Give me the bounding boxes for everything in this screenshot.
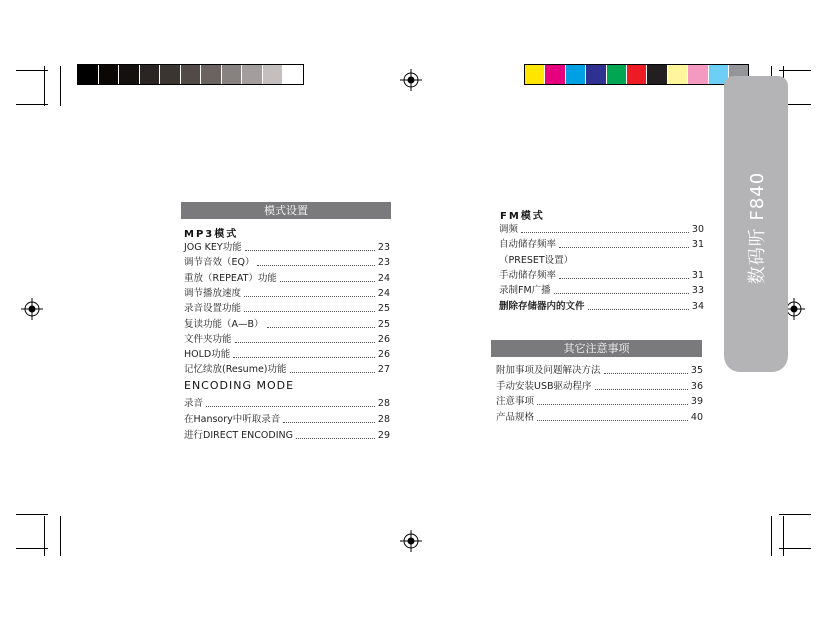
- dot-leader: [559, 247, 689, 248]
- toc-entry[interactable]: [499, 269, 704, 282]
- color-swatch: [688, 65, 707, 84]
- toc-entry[interactable]: [496, 395, 703, 408]
- dot-leader: [257, 265, 374, 266]
- color-swatch: [181, 65, 201, 84]
- dot-leader: [206, 406, 375, 407]
- toc-entry[interactable]: [184, 413, 390, 426]
- toc-entry-page: 35: [690, 365, 703, 376]
- toc-entry[interactable]: [499, 238, 704, 251]
- toc-entry-title: HOLD功能: [184, 349, 231, 361]
- toc-entry[interactable]: [184, 302, 390, 315]
- toc-entry-page: 34: [691, 300, 704, 312]
- toc-entry-title: 进行DIRECT ENCODING: [184, 430, 293, 441]
- color-swatch: [668, 65, 687, 84]
- toc-entry[interactable]: [184, 397, 390, 410]
- toc-entry-page: 23: [377, 257, 390, 269]
- toc-entry[interactable]: [496, 364, 703, 377]
- toc-entry-title: 录音: [184, 398, 204, 409]
- toc-entry-page: 36: [690, 380, 703, 392]
- toc-entry-page: 33: [691, 285, 704, 297]
- registration-mark-icon: [400, 69, 422, 91]
- registration-mark-icon: [400, 530, 422, 552]
- color-swatch: [525, 65, 544, 84]
- toc-entry-title: 在Hansory中听取录音: [184, 414, 281, 425]
- color-swatch: [242, 65, 262, 84]
- toc-entry[interactable]: [184, 318, 390, 331]
- toc-entry-page: 28: [377, 414, 390, 425]
- color-swatch: [263, 65, 283, 84]
- dot-leader: [604, 373, 688, 374]
- toc-entry[interactable]: [184, 287, 390, 300]
- dot-leader: [554, 293, 689, 294]
- toc-entry-title: 复读功能（A—B）: [184, 318, 264, 330]
- toc-entry-page: 24: [377, 272, 390, 284]
- dot-leader: [588, 309, 689, 310]
- toc-entry[interactable]: [184, 256, 390, 269]
- color-swatch: [647, 65, 666, 84]
- dot-leader: [290, 372, 375, 373]
- toc-entry-page: 29: [377, 430, 390, 441]
- toc-entry-title: 手动安装USB驱动程序: [496, 380, 592, 392]
- toc-entry-title: 产品规格: [496, 411, 535, 423]
- color-swatch: [586, 65, 605, 84]
- encoding-heading: ENCODING MODE: [184, 379, 295, 392]
- dot-leader: [537, 420, 688, 421]
- toc-entry[interactable]: [184, 363, 390, 376]
- toc-entry-title: 记忆续放(Resume)功能: [184, 364, 287, 376]
- toc-entry-page: 30: [691, 224, 704, 235]
- color-swatch: [545, 65, 564, 84]
- toc-entry[interactable]: [496, 411, 703, 424]
- toc-entry[interactable]: [184, 348, 390, 361]
- toc-entry[interactable]: [499, 300, 704, 313]
- toc-entry-title: 录制FM广播: [499, 285, 551, 297]
- side-tab: [724, 76, 788, 372]
- mp3-heading: MP3模式: [184, 229, 239, 240]
- dot-leader: [537, 404, 688, 405]
- dot-leader: [521, 232, 689, 233]
- dot-leader: [267, 327, 375, 328]
- dot-leader: [244, 296, 375, 297]
- toc-entry-page: 39: [690, 396, 703, 407]
- toc-entry-page: 31: [691, 239, 704, 251]
- fm-heading: FM模式: [500, 211, 545, 222]
- toc-entry[interactable]: [184, 241, 390, 254]
- tab-label: 数码听 F840: [747, 171, 768, 285]
- toc-entry-page: 24: [377, 287, 390, 299]
- toc-entry-page: 27: [377, 364, 390, 376]
- toc-entry[interactable]: [184, 272, 390, 285]
- toc-entry-title: 删除存储器内的文件: [499, 300, 585, 312]
- dot-leader: [233, 357, 375, 358]
- color-swatch: [140, 65, 160, 84]
- toc-entry-title: 调频: [499, 224, 519, 235]
- toc-entry[interactable]: [496, 380, 703, 393]
- toc-entry[interactable]: [499, 284, 704, 297]
- dot-leader: [245, 250, 375, 251]
- toc-entry[interactable]: [184, 429, 390, 442]
- toc-entry-page: 26: [377, 349, 390, 361]
- toc-entry[interactable]: [499, 254, 704, 267]
- toc-entry-title: 调节音效（EQ）: [184, 257, 255, 269]
- toc-entry-page: 31: [691, 269, 704, 281]
- color-swatch: [222, 65, 242, 84]
- color-swatch: [283, 65, 303, 84]
- dot-leader: [283, 422, 375, 423]
- color-swatch: [607, 65, 626, 84]
- toc-entry-title: 自动储存频率: [499, 239, 557, 251]
- color-swatch: [78, 65, 98, 84]
- toc-entry-page: 26: [377, 333, 390, 345]
- color-swatch: [119, 65, 139, 84]
- color-swatch: [160, 65, 180, 84]
- toc-entry-page: 28: [377, 398, 390, 409]
- toc-entry-title: 附加事项及问题解决方法: [496, 365, 601, 376]
- color-swatch: [566, 65, 585, 84]
- toc-entry-title: JOG KEY功能: [184, 242, 242, 253]
- toc-entry-title: 重放（REPEAT）功能: [184, 272, 277, 284]
- color-swatch: [99, 65, 119, 84]
- dot-leader: [595, 389, 688, 390]
- color-swatch: [201, 65, 221, 84]
- section-title-mode-settings: 模式设置: [181, 202, 391, 219]
- registration-mark-icon: [21, 298, 43, 320]
- toc-entry-page: 40: [690, 411, 703, 423]
- dot-leader: [296, 438, 375, 439]
- toc-entry-title: 注意事项: [496, 396, 535, 407]
- dot-leader: [235, 342, 375, 343]
- toc-entry[interactable]: [184, 333, 390, 346]
- toc-entry-page: 23: [377, 242, 390, 253]
- toc-entry-page: 25: [377, 303, 390, 315]
- toc-entry-title: 调节播放速度: [184, 287, 242, 299]
- toc-entry-title: 录音设置功能: [184, 303, 242, 315]
- toc-entry-page: 25: [377, 318, 390, 330]
- section-title-other-notes: 其它注意事项: [491, 340, 702, 357]
- dot-leader: [280, 281, 375, 282]
- toc-entry[interactable]: [499, 223, 704, 236]
- dot-leader: [244, 311, 375, 312]
- toc-entry-title: （PRESET设置）: [499, 254, 574, 266]
- toc-entry-title: 手动储存频率: [499, 269, 557, 281]
- dot-leader: [559, 278, 689, 279]
- color-swatch: [627, 65, 646, 84]
- toc-entry-title: 文件夹功能: [184, 333, 232, 345]
